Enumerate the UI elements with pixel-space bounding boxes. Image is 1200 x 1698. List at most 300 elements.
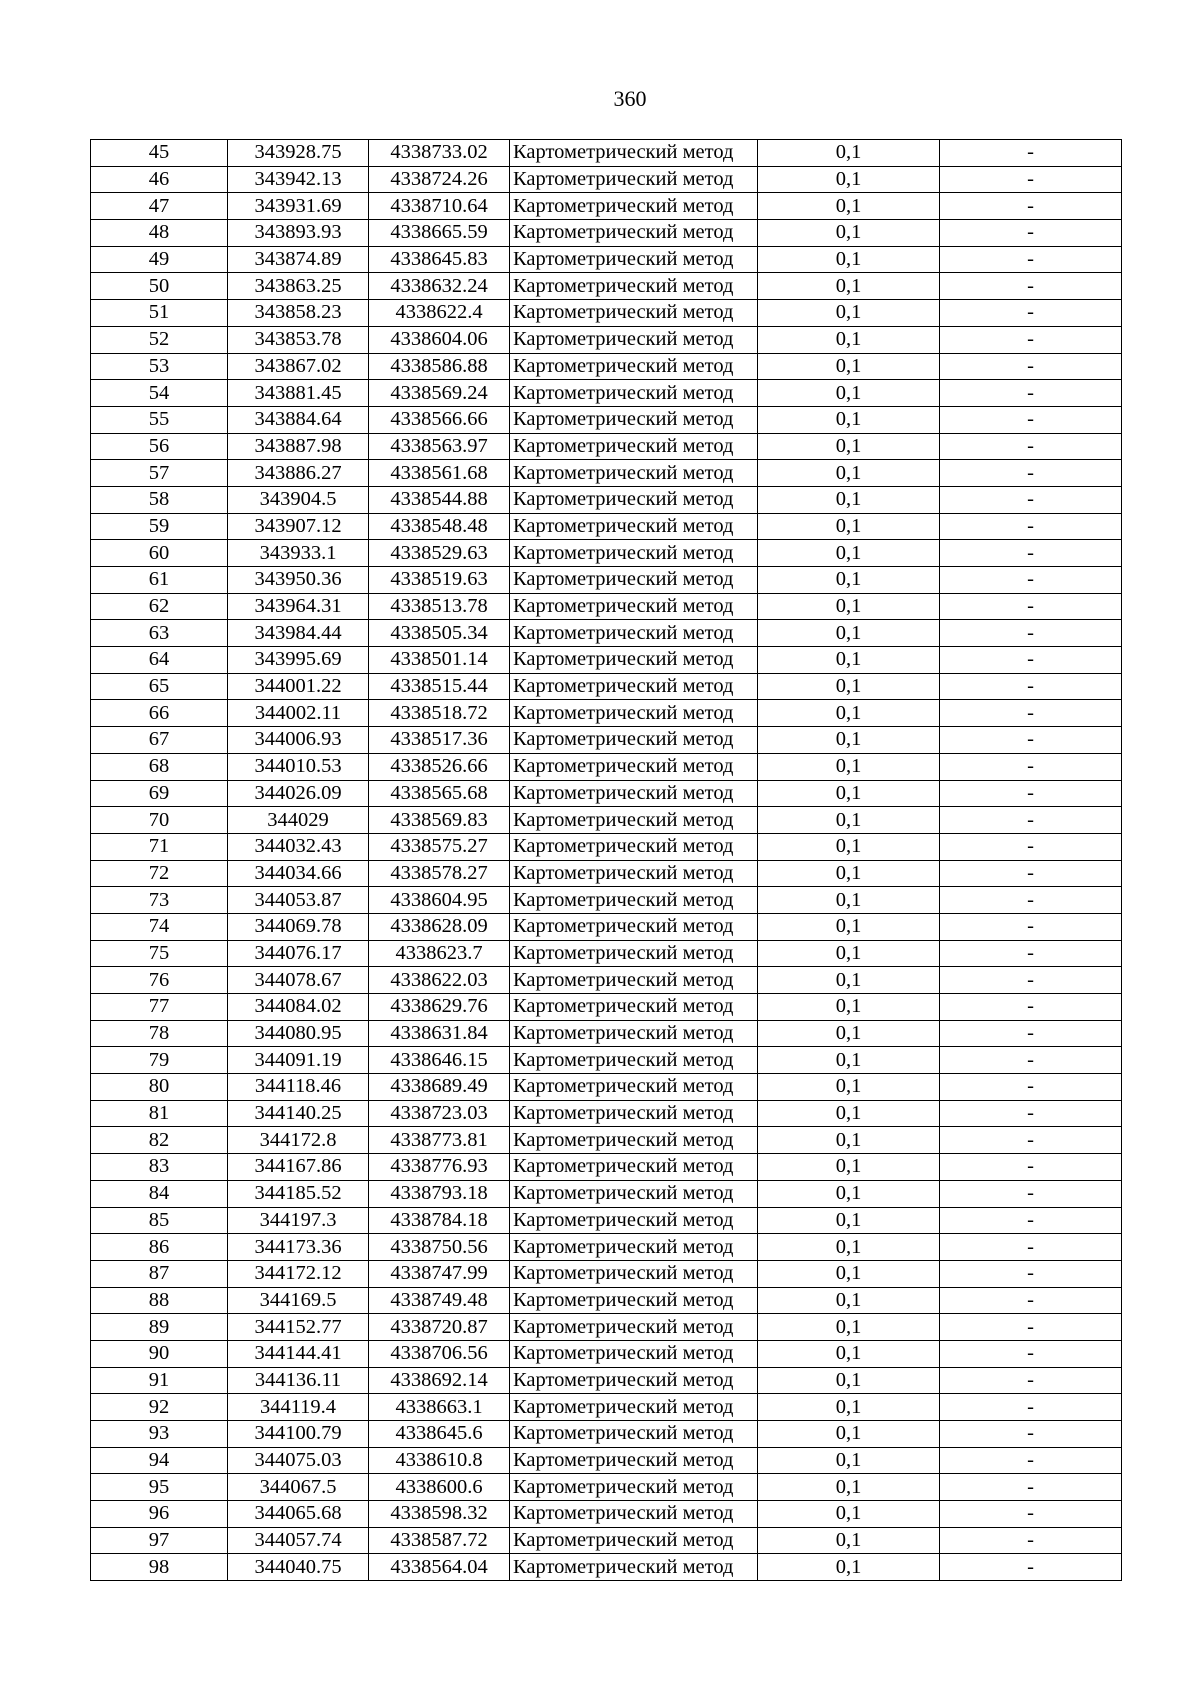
note-cell: - <box>940 1260 1122 1287</box>
table-row <box>91 540 1122 567</box>
note-cell: - <box>940 1127 1122 1154</box>
note-cell: - <box>940 300 1122 327</box>
note-cell: - <box>940 1287 1122 1314</box>
y-coordinate-cell: 4338526.66 <box>369 753 510 780</box>
note-cell: - <box>940 727 1122 754</box>
table-row <box>91 406 1122 433</box>
x-coordinate-cell: 343950.36 <box>228 567 369 594</box>
y-coordinate-cell: 4338569.83 <box>369 807 510 834</box>
y-coordinate-cell: 4338793.18 <box>369 1180 510 1207</box>
note-cell: - <box>940 620 1122 647</box>
accuracy-cell: 0,1 <box>758 727 940 754</box>
note-cell: - <box>940 1554 1122 1581</box>
note-cell: - <box>940 1020 1122 1047</box>
y-coordinate-cell: 4338513.78 <box>369 593 510 620</box>
method-cell: Картометрический метод <box>510 1314 758 1341</box>
x-coordinate-cell: 344185.52 <box>228 1180 369 1207</box>
accuracy-cell: 0,1 <box>758 647 940 674</box>
point-number-cell: 94 <box>91 1447 228 1474</box>
table-row <box>91 273 1122 300</box>
y-coordinate-cell: 4338747.99 <box>369 1260 510 1287</box>
accuracy-cell: 0,1 <box>758 1100 940 1127</box>
point-number-cell: 96 <box>91 1501 228 1528</box>
method-cell: Картометрический метод <box>510 1447 758 1474</box>
x-coordinate-cell: 343863.25 <box>228 273 369 300</box>
table-row <box>91 1554 1122 1581</box>
y-coordinate-cell: 4338563.97 <box>369 433 510 460</box>
note-cell: - <box>940 913 1122 940</box>
note-cell: - <box>940 486 1122 513</box>
table-row <box>91 193 1122 220</box>
table-row <box>91 1421 1122 1448</box>
y-coordinate-cell: 4338773.81 <box>369 1127 510 1154</box>
method-cell: Картометрический метод <box>510 700 758 727</box>
x-coordinate-cell: 344065.68 <box>228 1501 369 1528</box>
method-cell: Картометрический метод <box>510 140 758 167</box>
method-cell: Картометрический метод <box>510 1207 758 1234</box>
accuracy-cell: 0,1 <box>758 273 940 300</box>
note-cell: - <box>940 1367 1122 1394</box>
point-number-cell: 92 <box>91 1394 228 1421</box>
coordinates-table-body <box>91 140 1122 1581</box>
note-cell: - <box>940 1207 1122 1234</box>
accuracy-cell: 0,1 <box>758 1180 940 1207</box>
accuracy-cell: 0,1 <box>758 246 940 273</box>
x-coordinate-cell: 343964.31 <box>228 593 369 620</box>
table-row <box>91 166 1122 193</box>
x-coordinate-cell: 344029 <box>228 807 369 834</box>
point-number-cell: 71 <box>91 833 228 860</box>
y-coordinate-cell: 4338578.27 <box>369 860 510 887</box>
table-row <box>91 433 1122 460</box>
point-number-cell: 50 <box>91 273 228 300</box>
point-number-cell: 58 <box>91 486 228 513</box>
table-row <box>91 220 1122 247</box>
note-cell: - <box>940 700 1122 727</box>
accuracy-cell: 0,1 <box>758 140 940 167</box>
y-coordinate-cell: 4338598.32 <box>369 1501 510 1528</box>
note-cell: - <box>940 246 1122 273</box>
point-number-cell: 60 <box>91 540 228 567</box>
method-cell: Картометрический метод <box>510 1234 758 1261</box>
x-coordinate-cell: 343884.64 <box>228 406 369 433</box>
table-row <box>91 1127 1122 1154</box>
x-coordinate-cell: 344197.3 <box>228 1207 369 1234</box>
y-coordinate-cell: 4338565.68 <box>369 780 510 807</box>
table-row <box>91 1074 1122 1101</box>
accuracy-cell: 0,1 <box>758 460 940 487</box>
table-row <box>91 1501 1122 1528</box>
table-row <box>91 673 1122 700</box>
method-cell: Картометрический метод <box>510 1020 758 1047</box>
accuracy-cell: 0,1 <box>758 1447 940 1474</box>
x-coordinate-cell: 344001.22 <box>228 673 369 700</box>
x-coordinate-cell: 344006.93 <box>228 727 369 754</box>
note-cell: - <box>940 1100 1122 1127</box>
x-coordinate-cell: 344172.8 <box>228 1127 369 1154</box>
y-coordinate-cell: 4338622.03 <box>369 967 510 994</box>
x-coordinate-cell: 344173.36 <box>228 1234 369 1261</box>
point-number-cell: 98 <box>91 1554 228 1581</box>
method-cell: Картометрический метод <box>510 1100 758 1127</box>
note-cell: - <box>940 433 1122 460</box>
point-number-cell: 69 <box>91 780 228 807</box>
x-coordinate-cell: 343984.44 <box>228 620 369 647</box>
accuracy-cell: 0,1 <box>758 1501 940 1528</box>
method-cell: Картометрический метод <box>510 913 758 940</box>
method-cell: Картометрический метод <box>510 300 758 327</box>
point-number-cell: 72 <box>91 860 228 887</box>
x-coordinate-cell: 344032.43 <box>228 833 369 860</box>
point-number-cell: 76 <box>91 967 228 994</box>
point-number-cell: 81 <box>91 1100 228 1127</box>
table-row <box>91 1287 1122 1314</box>
point-number-cell: 67 <box>91 727 228 754</box>
x-coordinate-cell: 344152.77 <box>228 1314 369 1341</box>
table-row <box>91 460 1122 487</box>
point-number-cell: 64 <box>91 647 228 674</box>
y-coordinate-cell: 4338663.1 <box>369 1394 510 1421</box>
method-cell: Картометрический метод <box>510 1554 758 1581</box>
point-number-cell: 80 <box>91 1074 228 1101</box>
point-number-cell: 86 <box>91 1234 228 1261</box>
x-coordinate-cell: 343867.02 <box>228 353 369 380</box>
point-number-cell: 97 <box>91 1527 228 1554</box>
table-row <box>91 353 1122 380</box>
accuracy-cell: 0,1 <box>758 1260 940 1287</box>
point-number-cell: 75 <box>91 940 228 967</box>
note-cell: - <box>940 673 1122 700</box>
table-row <box>91 753 1122 780</box>
table-row <box>91 246 1122 273</box>
x-coordinate-cell: 344172.12 <box>228 1260 369 1287</box>
accuracy-cell: 0,1 <box>758 1314 940 1341</box>
accuracy-cell: 0,1 <box>758 940 940 967</box>
y-coordinate-cell: 4338529.63 <box>369 540 510 567</box>
method-cell: Картометрический метод <box>510 1287 758 1314</box>
note-cell: - <box>940 567 1122 594</box>
table-row <box>91 380 1122 407</box>
x-coordinate-cell: 344075.03 <box>228 1447 369 1474</box>
table-row <box>91 1154 1122 1181</box>
x-coordinate-cell: 344167.86 <box>228 1154 369 1181</box>
point-number-cell: 88 <box>91 1287 228 1314</box>
method-cell: Картометрический метод <box>510 1074 758 1101</box>
method-cell: Картометрический метод <box>510 166 758 193</box>
table-row <box>91 887 1122 914</box>
point-number-cell: 59 <box>91 513 228 540</box>
accuracy-cell: 0,1 <box>758 620 940 647</box>
note-cell: - <box>940 406 1122 433</box>
x-coordinate-cell: 343907.12 <box>228 513 369 540</box>
note-cell: - <box>940 1180 1122 1207</box>
y-coordinate-cell: 4338604.06 <box>369 326 510 353</box>
note-cell: - <box>940 940 1122 967</box>
x-coordinate-cell: 343874.89 <box>228 246 369 273</box>
x-coordinate-cell: 344136.11 <box>228 1367 369 1394</box>
method-cell: Картометрический метод <box>510 727 758 754</box>
y-coordinate-cell: 4338645.6 <box>369 1421 510 1448</box>
note-cell: - <box>940 780 1122 807</box>
point-number-cell: 57 <box>91 460 228 487</box>
point-number-cell: 56 <box>91 433 228 460</box>
method-cell: Картометрический метод <box>510 1527 758 1554</box>
method-cell: Картометрический метод <box>510 780 758 807</box>
point-number-cell: 73 <box>91 887 228 914</box>
x-coordinate-cell: 344100.79 <box>228 1421 369 1448</box>
x-coordinate-cell: 344067.5 <box>228 1474 369 1501</box>
method-cell: Картометрический метод <box>510 1474 758 1501</box>
method-cell: Картометрический метод <box>510 807 758 834</box>
note-cell: - <box>940 1340 1122 1367</box>
x-coordinate-cell: 343893.93 <box>228 220 369 247</box>
accuracy-cell: 0,1 <box>758 193 940 220</box>
note-cell: - <box>940 273 1122 300</box>
table-row <box>91 1314 1122 1341</box>
y-coordinate-cell: 4338505.34 <box>369 620 510 647</box>
point-number-cell: 82 <box>91 1127 228 1154</box>
table-row <box>91 1394 1122 1421</box>
accuracy-cell: 0,1 <box>758 1421 940 1448</box>
method-cell: Картометрический метод <box>510 833 758 860</box>
accuracy-cell: 0,1 <box>758 1527 940 1554</box>
table-row <box>91 300 1122 327</box>
page-number: 360 <box>613 86 647 111</box>
y-coordinate-cell: 4338632.24 <box>369 273 510 300</box>
note-cell: - <box>940 887 1122 914</box>
method-cell: Картометрический метод <box>510 193 758 220</box>
accuracy-cell: 0,1 <box>758 433 940 460</box>
method-cell: Картометрический метод <box>510 1047 758 1074</box>
x-coordinate-cell: 343887.98 <box>228 433 369 460</box>
y-coordinate-cell: 4338689.49 <box>369 1074 510 1101</box>
table-row <box>91 913 1122 940</box>
x-coordinate-cell: 344091.19 <box>228 1047 369 1074</box>
point-number-cell: 77 <box>91 994 228 1021</box>
accuracy-cell: 0,1 <box>758 1234 940 1261</box>
y-coordinate-cell: 4338749.48 <box>369 1287 510 1314</box>
accuracy-cell: 0,1 <box>758 593 940 620</box>
y-coordinate-cell: 4338665.59 <box>369 220 510 247</box>
accuracy-cell: 0,1 <box>758 1020 940 1047</box>
y-coordinate-cell: 4338692.14 <box>369 1367 510 1394</box>
x-coordinate-cell: 343942.13 <box>228 166 369 193</box>
point-number-cell: 46 <box>91 166 228 193</box>
method-cell: Картометрический метод <box>510 486 758 513</box>
method-cell: Картометрический метод <box>510 1394 758 1421</box>
point-number-cell: 63 <box>91 620 228 647</box>
table-row <box>91 1047 1122 1074</box>
method-cell: Картометрический метод <box>510 967 758 994</box>
accuracy-cell: 0,1 <box>758 1340 940 1367</box>
accuracy-cell: 0,1 <box>758 1474 940 1501</box>
point-number-cell: 52 <box>91 326 228 353</box>
note-cell: - <box>940 1501 1122 1528</box>
table-row <box>91 593 1122 620</box>
method-cell: Картометрический метод <box>510 353 758 380</box>
method-cell: Картометрический метод <box>510 647 758 674</box>
point-number-cell: 79 <box>91 1047 228 1074</box>
y-coordinate-cell: 4338501.14 <box>369 647 510 674</box>
accuracy-cell: 0,1 <box>758 1127 940 1154</box>
table-row <box>91 967 1122 994</box>
method-cell: Картометрический метод <box>510 1127 758 1154</box>
method-cell: Картометрический метод <box>510 620 758 647</box>
y-coordinate-cell: 4338548.48 <box>369 513 510 540</box>
y-coordinate-cell: 4338776.93 <box>369 1154 510 1181</box>
note-cell: - <box>940 166 1122 193</box>
y-coordinate-cell: 4338600.6 <box>369 1474 510 1501</box>
y-coordinate-cell: 4338710.64 <box>369 193 510 220</box>
accuracy-cell: 0,1 <box>758 1287 940 1314</box>
point-number-cell: 68 <box>91 753 228 780</box>
point-number-cell: 47 <box>91 193 228 220</box>
accuracy-cell: 0,1 <box>758 673 940 700</box>
accuracy-cell: 0,1 <box>758 380 940 407</box>
accuracy-cell: 0,1 <box>758 700 940 727</box>
y-coordinate-cell: 4338628.09 <box>369 913 510 940</box>
y-coordinate-cell: 4338622.4 <box>369 300 510 327</box>
y-coordinate-cell: 4338750.56 <box>369 1234 510 1261</box>
table-row <box>91 1234 1122 1261</box>
method-cell: Картометрический метод <box>510 1340 758 1367</box>
point-number-cell: 53 <box>91 353 228 380</box>
method-cell: Картометрический метод <box>510 567 758 594</box>
table-row <box>91 486 1122 513</box>
note-cell: - <box>940 1314 1122 1341</box>
method-cell: Картометрический метод <box>510 1501 758 1528</box>
method-cell: Картометрический метод <box>510 1154 758 1181</box>
point-number-cell: 55 <box>91 406 228 433</box>
accuracy-cell: 0,1 <box>758 406 940 433</box>
y-coordinate-cell: 4338646.15 <box>369 1047 510 1074</box>
method-cell: Картометрический метод <box>510 380 758 407</box>
table-row <box>91 326 1122 353</box>
table-row <box>91 1527 1122 1554</box>
note-cell: - <box>940 833 1122 860</box>
accuracy-cell: 0,1 <box>758 220 940 247</box>
accuracy-cell: 0,1 <box>758 753 940 780</box>
y-coordinate-cell: 4338561.68 <box>369 460 510 487</box>
table-row <box>91 567 1122 594</box>
point-number-cell: 93 <box>91 1421 228 1448</box>
method-cell: Картометрический метод <box>510 887 758 914</box>
table-row <box>91 1367 1122 1394</box>
table-row <box>91 780 1122 807</box>
point-number-cell: 54 <box>91 380 228 407</box>
method-cell: Картометрический метод <box>510 246 758 273</box>
table-row <box>91 1207 1122 1234</box>
y-coordinate-cell: 4338566.66 <box>369 406 510 433</box>
y-coordinate-cell: 4338575.27 <box>369 833 510 860</box>
note-cell: - <box>940 807 1122 834</box>
method-cell: Картометрический метод <box>510 326 758 353</box>
y-coordinate-cell: 4338720.87 <box>369 1314 510 1341</box>
x-coordinate-cell: 343933.1 <box>228 540 369 567</box>
method-cell: Картометрический метод <box>510 273 758 300</box>
accuracy-cell: 0,1 <box>758 567 940 594</box>
method-cell: Картометрический метод <box>510 753 758 780</box>
point-number-cell: 87 <box>91 1260 228 1287</box>
y-coordinate-cell: 4338518.72 <box>369 700 510 727</box>
note-cell: - <box>940 753 1122 780</box>
x-coordinate-cell: 344057.74 <box>228 1527 369 1554</box>
method-cell: Картометрический метод <box>510 433 758 460</box>
table-row <box>91 940 1122 967</box>
accuracy-cell: 0,1 <box>758 486 940 513</box>
method-cell: Картометрический метод <box>510 940 758 967</box>
x-coordinate-cell: 344040.75 <box>228 1554 369 1581</box>
y-coordinate-cell: 4338519.63 <box>369 567 510 594</box>
method-cell: Картометрический метод <box>510 1421 758 1448</box>
accuracy-cell: 0,1 <box>758 1394 940 1421</box>
y-coordinate-cell: 4338645.83 <box>369 246 510 273</box>
method-cell: Картометрический метод <box>510 220 758 247</box>
x-coordinate-cell: 344026.09 <box>228 780 369 807</box>
point-number-cell: 70 <box>91 807 228 834</box>
x-coordinate-cell: 343931.69 <box>228 193 369 220</box>
note-cell: - <box>940 140 1122 167</box>
x-coordinate-cell: 343904.5 <box>228 486 369 513</box>
note-cell: - <box>940 220 1122 247</box>
x-coordinate-cell: 344140.25 <box>228 1100 369 1127</box>
y-coordinate-cell: 4338723.03 <box>369 1100 510 1127</box>
point-number-cell: 51 <box>91 300 228 327</box>
method-cell: Картометрический метод <box>510 1180 758 1207</box>
method-cell: Картометрический метод <box>510 1260 758 1287</box>
accuracy-cell: 0,1 <box>758 780 940 807</box>
note-cell: - <box>940 540 1122 567</box>
x-coordinate-cell: 343886.27 <box>228 460 369 487</box>
accuracy-cell: 0,1 <box>758 807 940 834</box>
method-cell: Картометрический метод <box>510 994 758 1021</box>
x-coordinate-cell: 344010.53 <box>228 753 369 780</box>
note-cell: - <box>940 1474 1122 1501</box>
method-cell: Картометрический метод <box>510 513 758 540</box>
y-coordinate-cell: 4338610.8 <box>369 1447 510 1474</box>
y-coordinate-cell: 4338544.88 <box>369 486 510 513</box>
method-cell: Картометрический метод <box>510 860 758 887</box>
y-coordinate-cell: 4338587.72 <box>369 1527 510 1554</box>
table-row <box>91 647 1122 674</box>
accuracy-cell: 0,1 <box>758 540 940 567</box>
table-row <box>91 1020 1122 1047</box>
point-number-cell: 83 <box>91 1154 228 1181</box>
point-number-cell: 61 <box>91 567 228 594</box>
y-coordinate-cell: 4338586.88 <box>369 353 510 380</box>
note-cell: - <box>940 1527 1122 1554</box>
accuracy-cell: 0,1 <box>758 1074 940 1101</box>
accuracy-cell: 0,1 <box>758 994 940 1021</box>
accuracy-cell: 0,1 <box>758 1047 940 1074</box>
point-number-cell: 78 <box>91 1020 228 1047</box>
x-coordinate-cell: 344080.95 <box>228 1020 369 1047</box>
point-number-cell: 65 <box>91 673 228 700</box>
y-coordinate-cell: 4338724.26 <box>369 166 510 193</box>
accuracy-cell: 0,1 <box>758 300 940 327</box>
table-row <box>91 1340 1122 1367</box>
x-coordinate-cell: 343853.78 <box>228 326 369 353</box>
note-cell: - <box>940 1154 1122 1181</box>
x-coordinate-cell: 344084.02 <box>228 994 369 1021</box>
y-coordinate-cell: 4338623.7 <box>369 940 510 967</box>
note-cell: - <box>940 967 1122 994</box>
accuracy-cell: 0,1 <box>758 887 940 914</box>
y-coordinate-cell: 4338515.44 <box>369 673 510 700</box>
coordinates-table <box>90 139 1122 1581</box>
point-number-cell: 89 <box>91 1314 228 1341</box>
x-coordinate-cell: 344144.41 <box>228 1340 369 1367</box>
